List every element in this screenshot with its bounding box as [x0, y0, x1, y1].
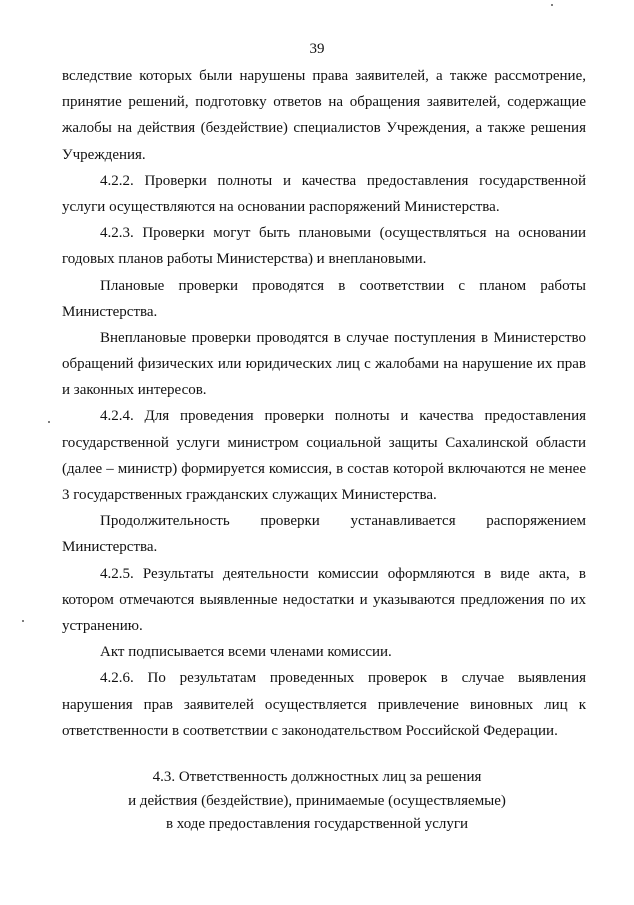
paragraph-line: Министерства. — [62, 303, 158, 320]
scan-speck — [551, 4, 553, 6]
paragraph-line: обращений физических или юридических лиц с жалобами на нарушение их прав — [62, 356, 586, 373]
paragraph-line: государственной услуги министром социальной защиты Сахалинской области — [62, 434, 586, 451]
section-heading-line: 4.3. Ответственность должностных лиц за решения — [152, 769, 482, 785]
paragraph-line: устранению. — [62, 617, 143, 634]
paragraph-line: вследствие которых были нарушены права заявителей, а также рассмотрение, — [62, 68, 586, 84]
paragraph-line: Плановые проверки проводятся в соответствии с планом работы — [100, 277, 586, 294]
paragraph-line: Внеплановые проверки проводятся в случае поступления в Министерство — [100, 329, 586, 346]
paragraph-line: услуги осуществляются на основании распоряжений Министерства. — [62, 198, 500, 215]
paragraph-line: Учреждения. — [62, 146, 146, 163]
paragraph-line: 4.2.5. Результаты деятельности комиссии оформляются в виде акта, в — [100, 565, 586, 582]
paragraph-line: ответственности в соответствии с законодательством Российской Федерации. — [62, 722, 558, 739]
paragraph-line: 4.2.4. Для проведения проверки полноты и качества предоставления — [100, 408, 586, 425]
paragraph-line: 3 государственных гражданских служащих Министерства. — [62, 487, 437, 503]
paragraph-line: 4.2.3. Проверки могут быть плановыми (осуществляться на основании — [100, 225, 586, 242]
paragraph-line: жалобы на действия (бездействие) специалистов Учреждения, а также решения — [62, 120, 586, 137]
paragraph-line: 4.2.6. По результатам проведенных проверок в случае выявления — [100, 670, 586, 687]
paragraph-line: Министерства. — [62, 539, 158, 556]
paragraph-line: нарушения прав заявителей осуществляется привлечение виновных лиц к — [62, 696, 586, 713]
paragraph-line: котором отмечаются выявленные недостатки и указываются предложения по их — [62, 591, 586, 608]
section-heading-line: в ходе предоставления государственной услуги — [165, 816, 469, 832]
paragraph-line: годовых планов работы Министерства) и внеплановыми. — [62, 251, 427, 268]
scan-speck — [48, 421, 50, 423]
section-heading — [0, 766, 634, 837]
paragraph-line: Продолжительность проверки устанавливается распоряжением — [100, 513, 586, 530]
paragraph-line: Акт подписывается всеми членами комиссии. — [100, 644, 392, 661]
paragraph-line: и законных интересов. — [62, 382, 207, 399]
paragraph-line: принятие решений, подготовку ответов на обращения заявителей, содержащие — [62, 94, 586, 111]
section-heading-line: и действия (бездействие), принимаемые (осуществляемые) — [128, 792, 506, 809]
paragraph-line: (далее – министр) формируется комиссия, в состав которой включаются не менее — [62, 460, 586, 477]
paragraph-line: 4.2.2. Проверки полноты и качества предоставления государственной — [100, 172, 586, 189]
body-text — [62, 63, 586, 744]
scan-speck — [22, 620, 24, 622]
page-number: 39 — [309, 41, 325, 57]
